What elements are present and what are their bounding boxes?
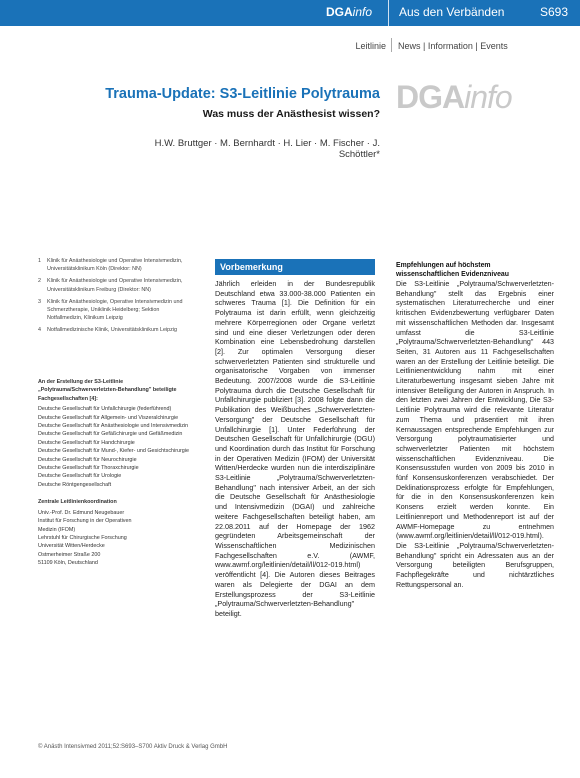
affiliation-number: 4 — [38, 327, 41, 334]
affiliation-item — [38, 277, 196, 293]
vorbemerkung-text: Jährlich erleiden in der Bundesrepublik Deutschland etwa 33.000-38.000 Patienten ein schweres Trauma [1]. Die Definition für ein Polytrauma ist darin erfüllt, wenn gleichzeitig mehrere Körperregionen oder Organe verletzt sind und eine dieser Verletzungen oder deren Kombination eine Lebensbedrohung darstellen [2]. Zur optimalen Versorgung dieser schwerverletzten Patienten sind strukturelle und organisatorische Vorgaben von immenser Bedeutung. 2007/2008 wurde die S3-Leitlinie Polytrauma durch die Deutsche Gesellschaft für Unfallchirurgie publiziert [3]. 2008 folgte dann die Publikation des Weißbuches „Schwerverletzten-Versorgung" der Deutsche Gesellschaft für Unfallchirurgie [1]. Unter Federführung der Deutschen Gesellschaft für Unfallchirurgie (DGU) und Koordination durch das Institut für Forschung in der Operativen Medizin (IFOM) der Universität Witten/Herdecke wurden nun die interdisziplinäre S3-Leitlinie „Polytrauma/Schwerverletzten-Behandlung" nach intensiver Arbeit, an der sich die Deutsche Gesellschaft für Anästhesiologie und Intensivmedizin (DGAI) und zahlreiche weitere Fachgesellschaften beteiligt haben, am 22.08.2011 auf der Homepage der 1962 gegründeten Arbeitsgemeinschaft der Wissenschaftlichen Medizinischen Fachgesellschaften e.V. (AWMF, www.awmf.org/leitlinien/detail/ll/012-019.html) veröffentlicht [4]. Die Autoren dieses Beitrages waren als Delegierte der DGAI an dem Erstellungsprozess der S3-Leitlinie „Polytrauma/Schwerverletzten-Behandlung" beteiligt. — [215, 279, 375, 618]
affiliation-text: Klinik für Anästhesiologie, Operative Intensivmedizin und Schmerztherapie, Uniklinik Heidelberg; Sektion Notfallmedizin, Klinikum Leipzig — [47, 298, 183, 322]
article-subtitle: Was muss der Anästhesist wissen? — [202, 108, 380, 120]
society-item: Deutsche Röntgengesellschaft — [38, 481, 112, 488]
society-item: Deutsche Gesellschaft für Unfallchirurgie (federführend) — [38, 406, 172, 413]
subheader-right: News | Information | Events — [398, 41, 508, 51]
society-item: Deutsche Gesellschaft für Allgemein- und Viszeralchirurgie — [38, 414, 179, 421]
society-item: Deutsche Gesellschaft für Gefäßchirurgie und Gefäßmedizin — [38, 431, 183, 438]
header-bar — [0, 0, 580, 26]
affiliation-item — [38, 326, 196, 334]
article-authors: H.W. Bruttger · M. Bernhardt · H. Lier · M. Fischer · J. Schöttler* — [154, 138, 380, 160]
coordination-line: Medizin (IFOM) — [38, 526, 76, 533]
coordination-line: Univ.-Prof. Dr. Edmund Neugebauer — [38, 509, 125, 516]
coordination-line: Ostmerheimer Straße 200 — [38, 551, 101, 558]
vorbemerkung-section — [215, 259, 375, 619]
society-item: Deutsche Gesellschaft für Anästhesiologie und Intensivmedizin — [38, 423, 189, 430]
vorbemerkung-heading: Vorbemerkung — [215, 259, 375, 275]
society-item: Deutsche Gesellschaft für Neurochirurgie — [38, 456, 137, 463]
subheader-divider — [391, 38, 392, 52]
dgainfo-logo — [396, 79, 512, 116]
affiliation-text: Klinik für Anästhesiologie und Operative Intensivmedizin, Universitätsklinikum Köln (Direktor: NN) — [47, 258, 183, 273]
affiliation-item — [38, 257, 196, 273]
affiliation-item — [38, 298, 196, 323]
coordination-line: 51109 Köln, Deutschland — [38, 560, 98, 567]
affiliations — [38, 257, 196, 339]
header-section: Aus den Verbänden — [399, 5, 505, 19]
societies-block — [38, 378, 196, 568]
article-title: Trauma-Update: S3-Leitlinie Polytrauma — [105, 86, 380, 102]
affiliation-text: Notfallmedizinische Klinik, Universitätsklinikum Leipzig — [47, 327, 178, 334]
society-item: Deutsche Gesellschaft für Mund-, Kiefer- und Gesichtschirurgie — [38, 448, 190, 455]
coordination-line: Institut für Forschung in der Operativen — [38, 518, 132, 525]
affiliation-number: 2 — [38, 278, 41, 285]
society-item: Deutsche Gesellschaft für Thoraxchirurgie — [38, 465, 139, 472]
subheader-left: Leitlinie — [355, 41, 386, 51]
header-brand-suffix: info — [352, 5, 373, 19]
footer-citation: © Anästh Intensivmed 2011;52:S693–S700 Aktiv Druck & Verlag GmbH — [38, 744, 228, 750]
society-item: Deutsche Gesellschaft für Urologie — [38, 473, 122, 480]
coordination-heading: Zentrale Leitlinienkoordination — [38, 499, 117, 506]
affiliation-number: 1 — [38, 258, 41, 264]
coordination-line: Universität Witten/Herdecke — [38, 543, 105, 550]
logo-suffix: info — [464, 79, 512, 115]
societies-heading: An der Erstellung der S3-Leitlinie „Polytrauma/Schwerverletzten-Behandlung" beteiligte Fachgesellschaften [4]: — [38, 379, 177, 402]
logo-prefix: DGA — [396, 79, 465, 115]
header-brand-prefix: DGA — [326, 5, 353, 19]
header-brand — [326, 5, 372, 19]
society-item: Deutsche Gesellschaft für Handchirurgie — [38, 439, 135, 446]
header-divider — [388, 0, 389, 26]
empfehlungen-heading: Empfehlungen auf höchstem wissenschaftlichen Evidenzniveau — [396, 262, 509, 278]
coordination-line: Lehrstuhl für Chirurgische Forschung — [38, 534, 127, 541]
affiliation-number: 3 — [38, 298, 41, 305]
page-number: S693 — [539, 5, 568, 19]
affiliation-text: Klinik für Anästhesiologie und Operative Intensivmedizin, Universitätsklinikum Freiburg (Direktor: NN) — [47, 278, 183, 293]
empfehlungen-text: Die S3-Leitlinie „Polytrauma/Schwerverletzten-Behandlung" stellt das Ergebnis einer systematischen Literaturrecherche und einer kritischen Evidenzbewertung verfügbarer Daten mit wissenschaftlichen Methoden dar. Insgesamt umfasst die S3-Leitlinie „Polytrauma/Schwerverletzten-Behandlung" 443 Seiten, 31 Autoren aus 11 Fachgesellschaften waren an der Erstellung der Leitlinie beteiligt. Die Leitlinienentwicklung nahm mit einer Literaturbewertung insgesamt sieben Jahre mit intensiver Beteiligung der Autoren in Anspruch. In den letzten zwei Jahren der Entwicklung, Die S3-Leitlinie Polytrauma wird die relevante Literatur zum Thema und präsentiert mit ihren Kernaussagen entsprechende Empfehlungen zur Versorgung polytraumatisierter und schwerverletzter Patienten mit höchstem wissenschaftlichen Evidenzniveau. Die Konsensusstufen wurden von 2009 bis 2010 in fünf Konsensuskonferenzen verabschiedet. Der Deklinationsprozess erfolgte für Empfehlungen, für die in den Konsensuskonferenzen kein Konsens erzielt werden konnte. Ein Leitlinienreport und Methodenreport ist auf der AWMF-Homepage zu entnehmen (www.awmf.org/leitlinien/detail/ll/012-019.html). Die S3-Leitlinie „Polytrauma/Schwerverletzten-Behandlung" spricht ein Adressaten aus an der Versorgung beteiligten Berufsgruppen, Fachpflegekräfte und nichtärztliches Rettungspersonal an. — [396, 280, 554, 589]
empfehlungen-section — [396, 261, 554, 591]
